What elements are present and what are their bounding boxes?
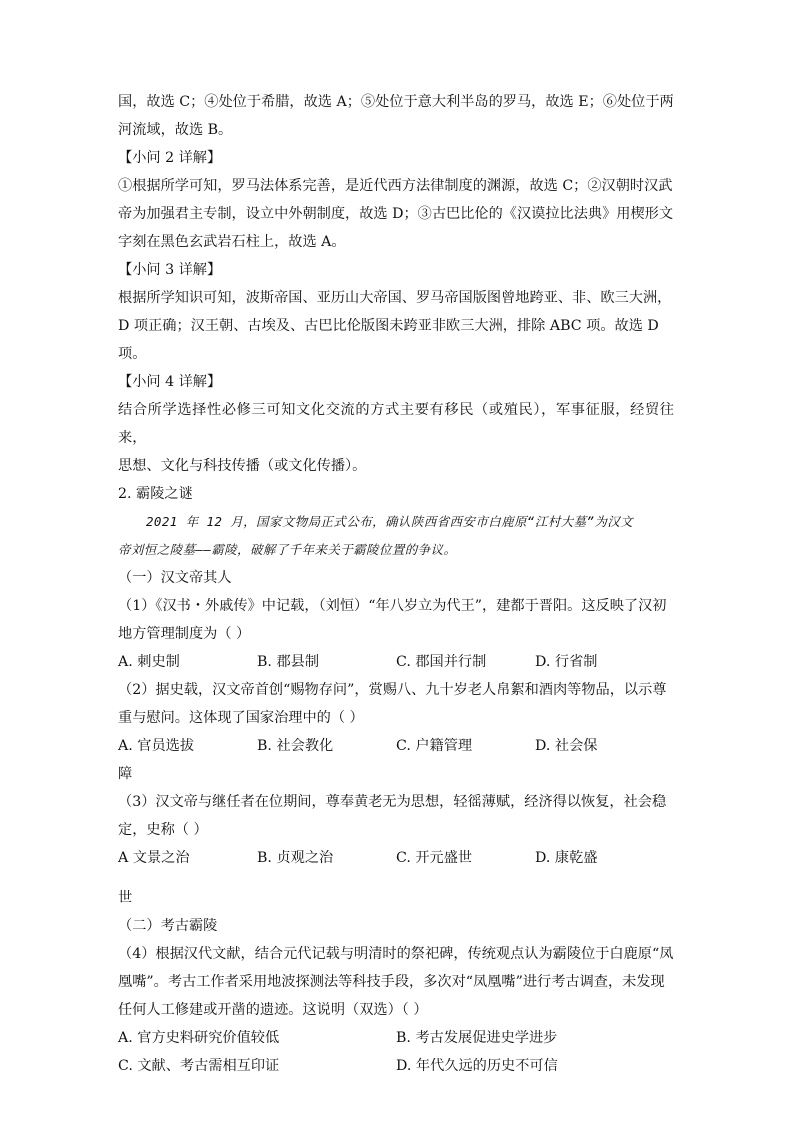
options-row-q4-2 (118, 1052, 674, 1080)
quote-line: 帝刘恒之陵墓——霸陵，破解了千年来关于霸陵位置的争议。 (118, 542, 457, 557)
text-line: ①根据所学可知，罗马法体系完善，是近代西方法律制度的渊源，故选 C；②汉朝时汉武 (118, 178, 673, 194)
quote-line: 2021 年 12 月，国家文物局正式公布，确认陕西省西安市白鹿原“江村大墓”为汉文 (146, 514, 634, 529)
question-text: 任何人工修建或开凿的遗迹。这说明（双选）（ ） (118, 1002, 428, 1018)
text-line: 国，故选 C；④处位于希腊，故选 A；⑤处位于意大利半岛的罗马，故选 E；⑥处位于两 (118, 94, 674, 110)
subsection-heading: （一）汉文帝其人 (118, 570, 232, 586)
subsection-heading: （二）考古霸陵 (118, 918, 218, 934)
text-line: 帝为加强君主专制，设立中外朝制度，故选 D；③古巴比伦的《汉谟拉比法典》用楔形文 (118, 206, 674, 222)
section-heading: 【小问 2 详解】 (118, 150, 222, 166)
option-b: B. 郡县制 (257, 654, 320, 670)
options-row-q1 (118, 648, 674, 676)
option-a: A. 官方史料研究价值较低 (118, 1030, 280, 1046)
question-text: （3）汉文帝与继任者在位期间，尊奉黄老无为思想，轻徭薄赋，经济得以恢复，社会稳 (118, 794, 667, 810)
option-a: A 文景之治 (118, 850, 190, 866)
option-c: C. 郡国并行制 (396, 654, 487, 670)
option-c: C. 户籍管理 (396, 738, 473, 754)
question-text: 凰嘴”。考古工作者采用地波探测法等科技手段，多次对“凤凰嘴”进行考古调查，未发现 (118, 974, 665, 990)
text-line: 思想、文化与科技传播（或文化传播）。 (118, 458, 367, 474)
option-c: C. 文献、考古需相互印证 (118, 1058, 280, 1074)
option-b: B. 考古发展促进史学进步 (396, 1030, 558, 1046)
section-heading: 【小问 3 详解】 (118, 262, 222, 278)
text-line: 结合所学选择性必修三可知文化交流的方式主要有移民（或殖民），军事征服，经贸往来， (118, 402, 674, 446)
option-d: D. 社会保 (535, 738, 598, 754)
question-text: 重与慰问。这体现了国家治理中的（ ） (118, 710, 364, 726)
text-line: 项。 (118, 346, 147, 362)
question-text: （1）《汉书・外戚传》中记载，（刘恒）“年八岁立为代王”，建都于晋阳。这反映了汉初 (118, 598, 667, 614)
option-a: A. 刺史制 (118, 654, 180, 670)
question-text: 定，史称（ ） (118, 822, 208, 838)
option-c: C. 开元盛世 (396, 850, 473, 866)
section-heading: 【小问 4 详解】 (118, 374, 222, 390)
text-line: 根据所学知识可知，波斯帝国、亚历山大帝国、罗马帝国版图曾地跨亚、非、欧三大洲， (118, 290, 672, 306)
option-d: D. 行省制 (535, 654, 598, 670)
options-row-q2 (118, 732, 674, 760)
option-wrap-text: 世 (118, 890, 133, 906)
option-a: A. 官员选拔 (118, 738, 195, 754)
text-line: D 项正确；汉王朝、古埃及、古巴比伦版图未跨亚非欧三大洲，排除 ABC 项。故选 D (118, 318, 659, 334)
question-title: 2. 霸陵之谜 (118, 486, 193, 502)
options-row-q3 (118, 844, 674, 872)
question-text: （2）据史载，汉文帝首创“赐物存问”，赏赐八、九十岁老人帛絮和酒肉等物品，以示尊 (118, 682, 667, 698)
options-row-q4-1 (118, 1024, 674, 1052)
question-text: 地方管理制度为（ ） (118, 626, 251, 642)
document-body (118, 88, 674, 1080)
option-b: B. 社会教化 (257, 738, 334, 754)
question-text: （4）根据汉代文献，结合元代记载与明清时的祭祀碑，传统观点认为霸陵位于白鹿原“凤 (118, 946, 674, 962)
option-d: D. 康乾盛 (535, 850, 598, 866)
option-d: D. 年代久远的历史不可信 (396, 1058, 558, 1074)
text-line: 字刻在黑色玄武岩石柱上，故选 A。 (118, 234, 346, 250)
option-wrap-text: 障 (118, 766, 133, 782)
text-line: 河流域，故选 B。 (118, 122, 233, 138)
option-b: B. 贞观之治 (257, 850, 334, 866)
